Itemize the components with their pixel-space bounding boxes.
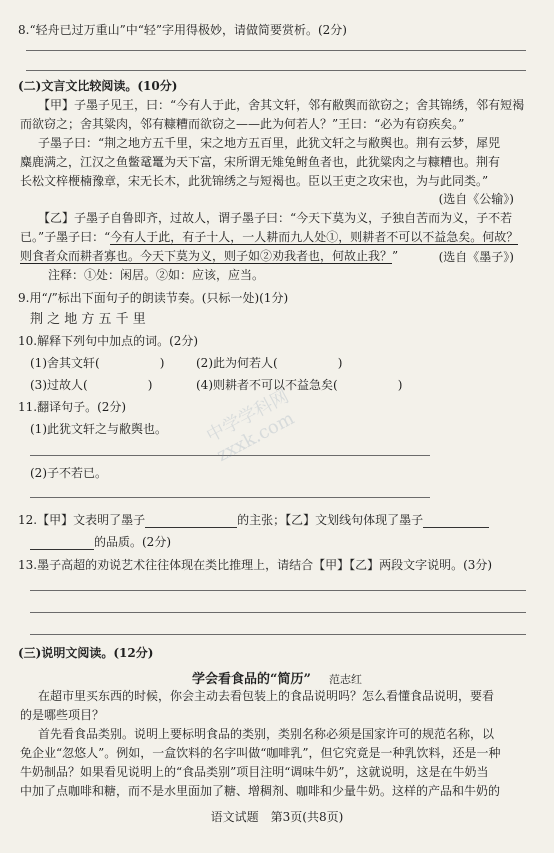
- passage-yi-line: 【乙】子墨子自鲁即齐，过故人，谓子墨子曰：“今天下莫为义，子独自苦而为义，子不若: [38, 211, 513, 225]
- q11-item-1: (1)此犹文轩之与敝舆也。: [30, 422, 167, 436]
- passage-jia-line: 子墨子曰：“荆之地方五千里，宋之地方五百里，此犹文轩之与敝舆也。荆有云梦，犀兕: [38, 136, 501, 150]
- passage-jia-line: 麋鹿满之，江汉之鱼鳖鼋鼍为天下富，宋所谓无雉兔鲋鱼者也，此犹粱肉之与糠糟也。荆有: [20, 155, 501, 169]
- question-13: 13.墨子高超的劝说艺术往往体现在类比推理上，请结合【甲】【乙】两段文字说明。(3分): [18, 558, 493, 572]
- question-12-cont: 的品质。(2分): [30, 534, 554, 550]
- article-author: 范志红: [328, 673, 362, 686]
- passage-yi-line: [20, 229, 554, 245]
- article-title: 学会看食品的“简历” 范志红: [192, 672, 362, 687]
- passage-jia-line: 长松文梓楩楠豫章，宋无长木，此犹锦绣之与短褐也。臣以王吏之攻宋也，为与此同类。”: [20, 174, 489, 188]
- underlined-sentence: 则食者众而耕者寡也。今天下莫为义，则子如②劝我者也，何故止我？: [20, 249, 393, 263]
- article-line: 牛奶制品？如果看见说明上的“食品类别”项目注明“调味牛奶”，这就说明，这是在牛奶当: [20, 765, 489, 779]
- q10-item-1: (1)舍其文轩( ): [30, 356, 165, 370]
- section-3-heading: (三)说明文阅读。(12分): [18, 646, 154, 660]
- blank[interactable]: [145, 515, 237, 528]
- passage-yi-text: ”: [392, 249, 399, 263]
- article-line: 中加了点咖啡和糖，而不是水里面加了糖、增稠剂、咖啡和少量牛奶。这样的产品和牛奶的: [20, 784, 501, 798]
- answer-line: [26, 70, 526, 71]
- passage-jia-line: 【甲】子墨子见王，曰：“今有人于此，舍其文轩，邻有敝舆而欲窃之；舍其锦绣，邻有短褐: [38, 98, 525, 112]
- page-footer: 语文试题 第3页(共8页): [210, 810, 344, 824]
- watermark: 中学学科网 zxxk.com: [203, 385, 298, 467]
- passage-jia-line: 而欲窃之；舍其粱肉，邻有糠糟而欲窃之——此为何若人？”王曰：“必为有窃疾矣。”: [20, 117, 465, 131]
- q10-item-3: (3)过故人( ): [30, 378, 153, 392]
- rhythm-sentence: 荆 之 地 方 五 千 里: [30, 312, 146, 327]
- answer-line: [30, 612, 526, 613]
- q11-item-2: (2)子不若已。: [30, 466, 107, 480]
- q10-item-2: (2)此为何若人( ): [196, 356, 343, 370]
- source-gongshu: (选自《公输》): [438, 192, 514, 206]
- annotation: 注释：①处：闲居。②如：应该，应当。: [48, 268, 265, 282]
- answer-line: [30, 590, 526, 591]
- answer-line: [30, 497, 430, 498]
- passage-yi-text: 已。”子墨子曰：“: [20, 230, 111, 244]
- article-line: 首先看食品类别。说明上要标明食品的类别，类别名称必须是国家许可的规范名称，以: [38, 727, 495, 741]
- article-line: 的是哪些项目？: [20, 708, 105, 722]
- section-2-heading: (二)文言文比较阅读。(10分): [18, 79, 178, 93]
- underlined-sentence: 今有人于此，有子十人，一人耕而九人处①，则耕者不可以不益急矣。何故？: [110, 230, 519, 244]
- question-9: 9.用“/”标出下面句子的朗读节奏。(只标一处)(1分): [18, 291, 289, 305]
- blank[interactable]: [30, 537, 94, 550]
- answer-line: [30, 634, 526, 635]
- source-mozi: (选自《墨子》): [438, 250, 514, 264]
- question-12: 12.【甲】文表明了墨子 的主张；【乙】文划线句体现了墨子: [18, 512, 554, 528]
- article-line: 免企业“忽悠人”。例如，一盒饮料的名字叫做“咖啡乳”，但它究竟是一种乳饮料，还是一种: [20, 746, 501, 760]
- question-11: 11.翻译句子。(2分): [18, 400, 127, 414]
- q10-item-4: (4)则耕者不可以不益急矣( ): [196, 378, 403, 392]
- question-10: 10.解释下列句中加点的词。(2分): [18, 334, 199, 348]
- question-8: 8.“轻舟已过万重山”中“轻”字用得极妙，请做简要赏析。(2分): [18, 23, 347, 37]
- blank[interactable]: [423, 515, 489, 528]
- article-line: 在超市里买东西的时候，你会主动去看包装上的食品说明吗？怎么看懂食品说明，要看: [38, 689, 495, 703]
- answer-line: [26, 50, 526, 51]
